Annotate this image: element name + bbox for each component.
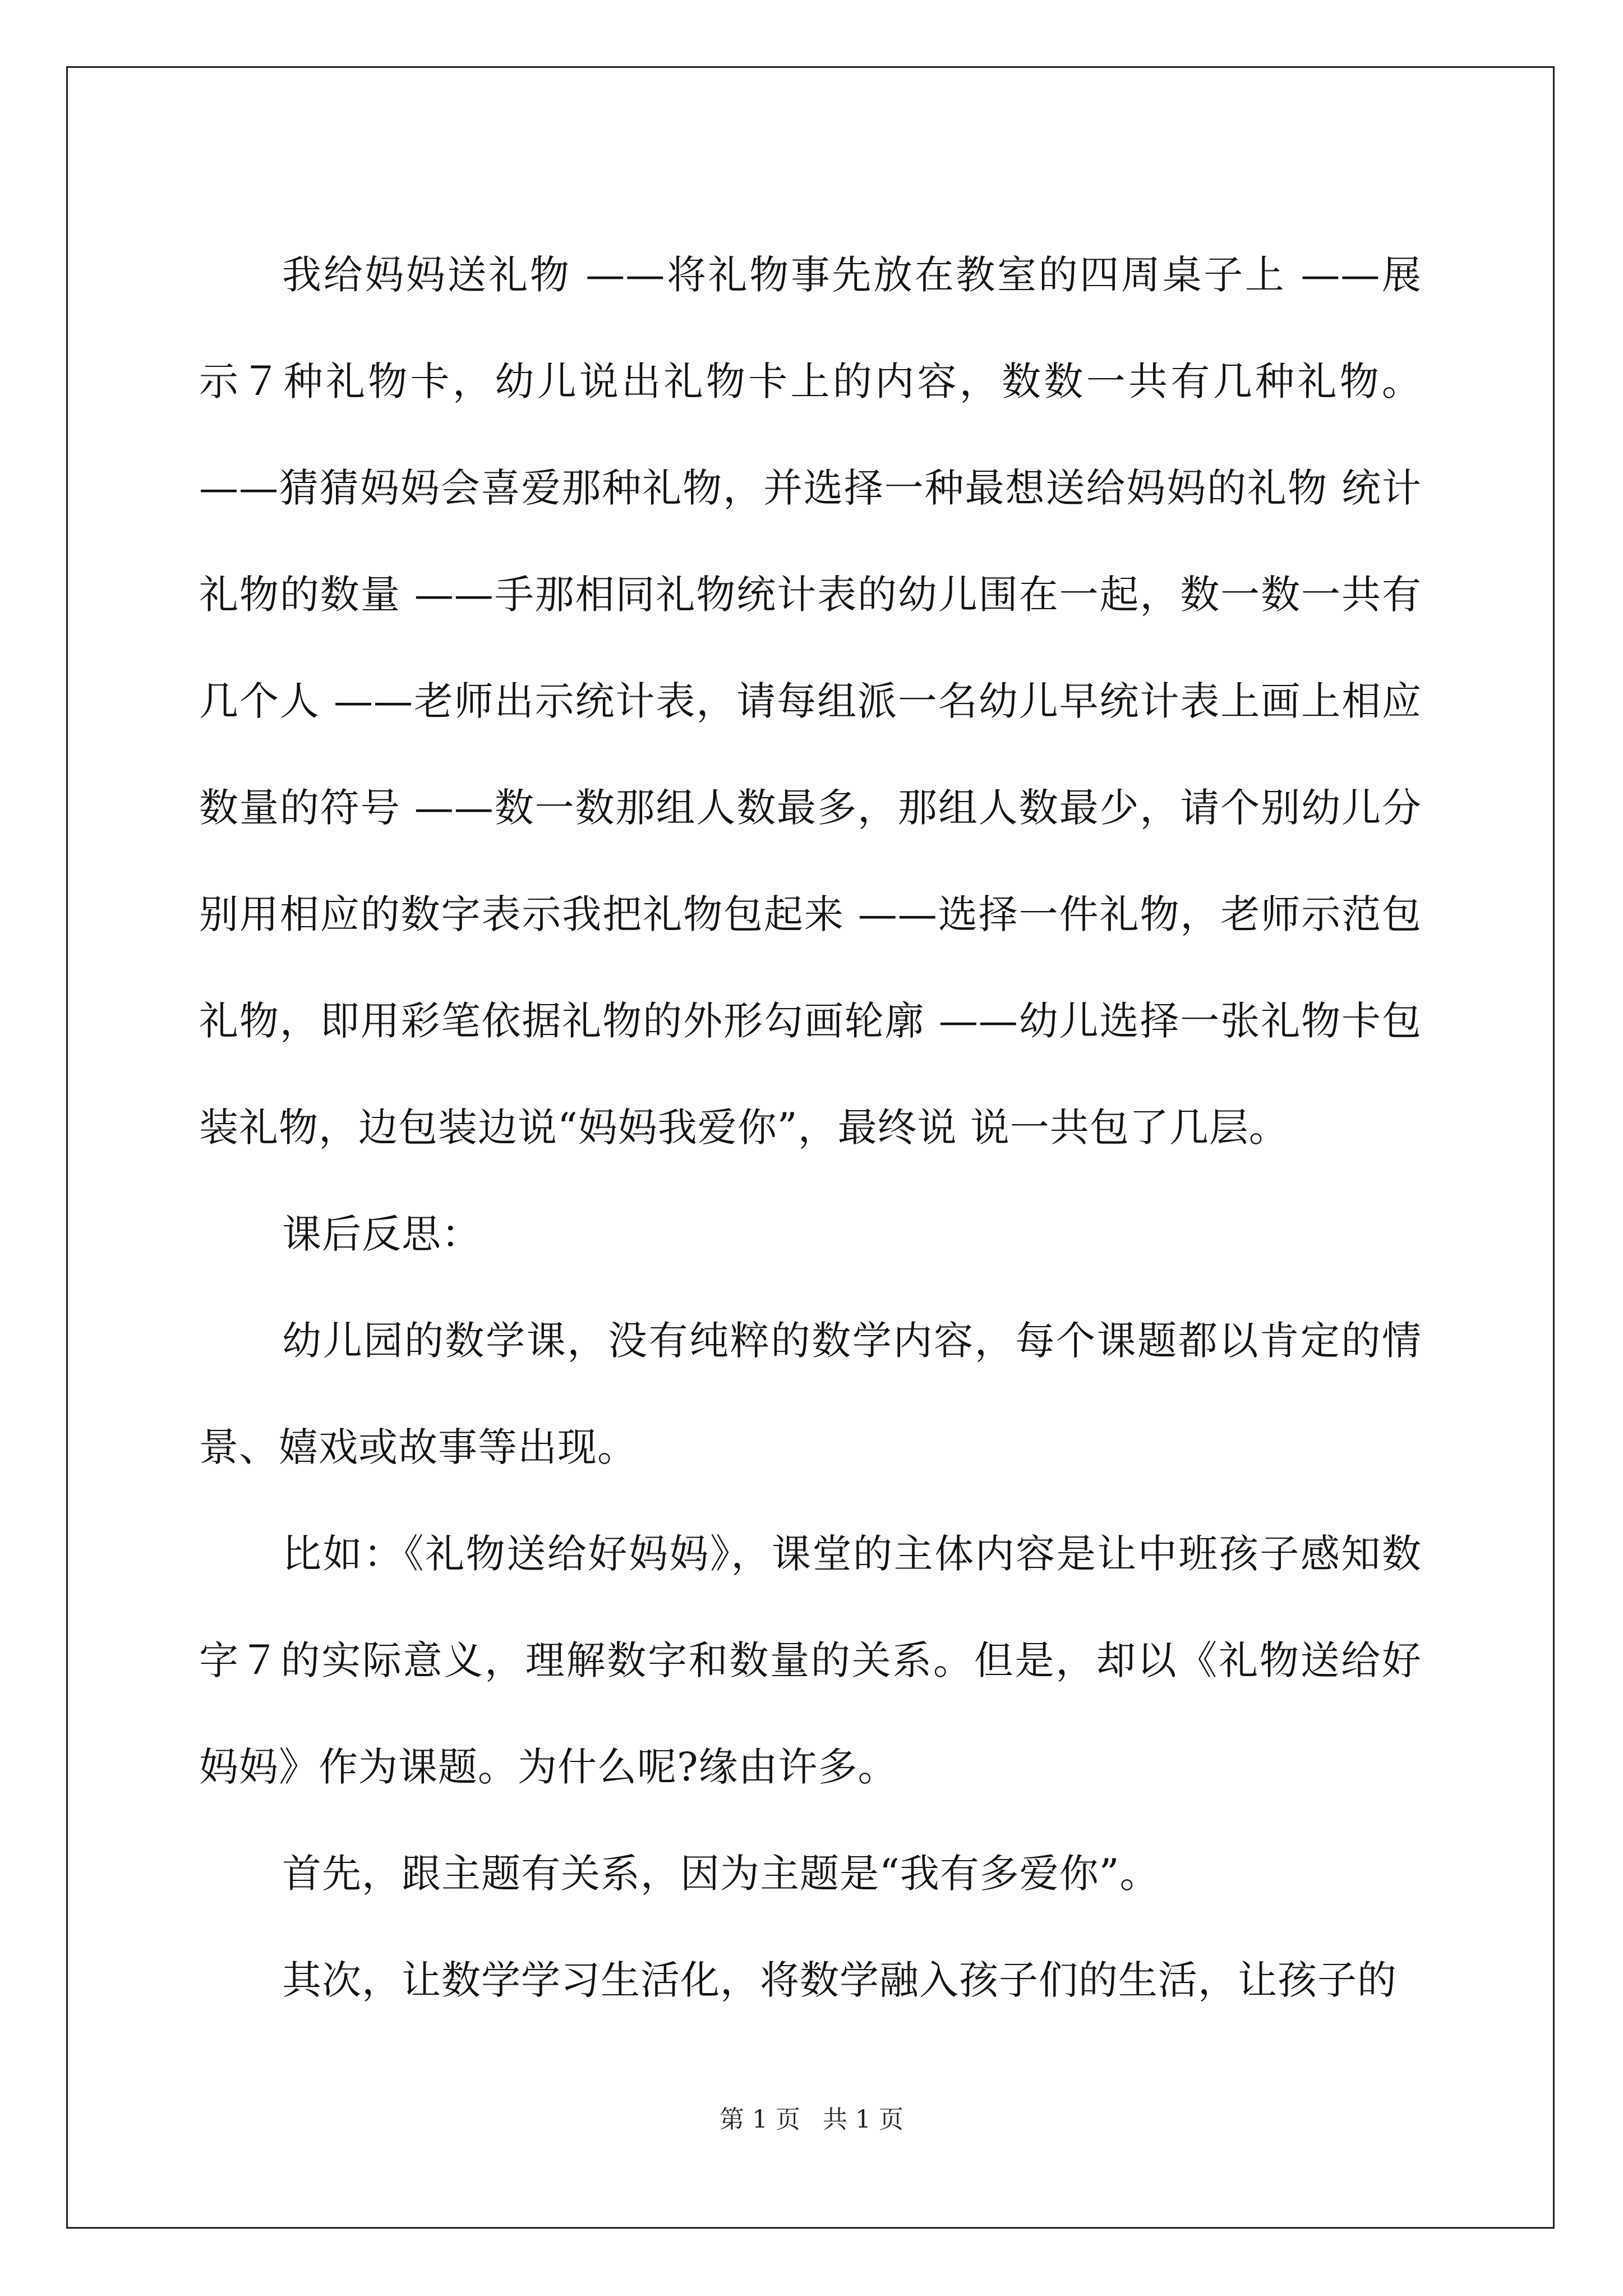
paragraph-activity: 我给妈妈送礼物 ——将礼物事先放在教室的四周桌子上 ——展示７种礼物卡，幼儿说出礼物卡上的内容，数数一共有几种礼物。——猜猜妈妈会喜爱那种礼物，并选择一种最想送给妈妈的礼物 统计礼物的数量 ——手那相同礼物统计表的幼儿围在一起，数一数一共有几个人 ——老师出示统计表，请每组派一名幼儿早统计表上画上相应数量的符号 ——数一数那组人数最多，那组人数最少，请个别幼儿分别用相应的数字表示我把礼物包起来 ——选择一件礼物，老师示范包礼物，即用彩笔依据礼物的外形勾画轮廓 ——幼儿选择一张礼物卡包装礼物，边包装边说“妈妈我爱你”，最终说 说一共包了几层。 [199,252,1422,1151]
paragraph-second: 其次，让数学学习生活化，将数学融入孩子们的生活，让孩子的 [282,1957,1397,2003]
page-number-total: 共 1 页 [823,2105,903,2134]
page-number-current: 第 1 页 [720,2105,800,2134]
document-body [199,222,1422,2033]
paragraph-math-class: 幼儿园的数学课，没有纯粹的数学内容，每个课题都以肯定的情景、嬉戏或故事等出现。 [199,1318,1422,1470]
paragraph-example: 比如：《礼物送给好妈妈》，课堂的主体内容是让中班孩子感知数字７的实际意义，理解数字和数量的关系。但是，却以《礼物送给好妈妈》作为课题。为什么呢?缘由许多。 [199,1531,1422,1790]
page-footer [0,2099,1623,2135]
paragraph-first: 首先，跟主题有关系，因为主题是“我有多爱你”。 [282,1851,1160,1897]
paragraph-reflection-heading: 课后反思： [282,1211,481,1257]
